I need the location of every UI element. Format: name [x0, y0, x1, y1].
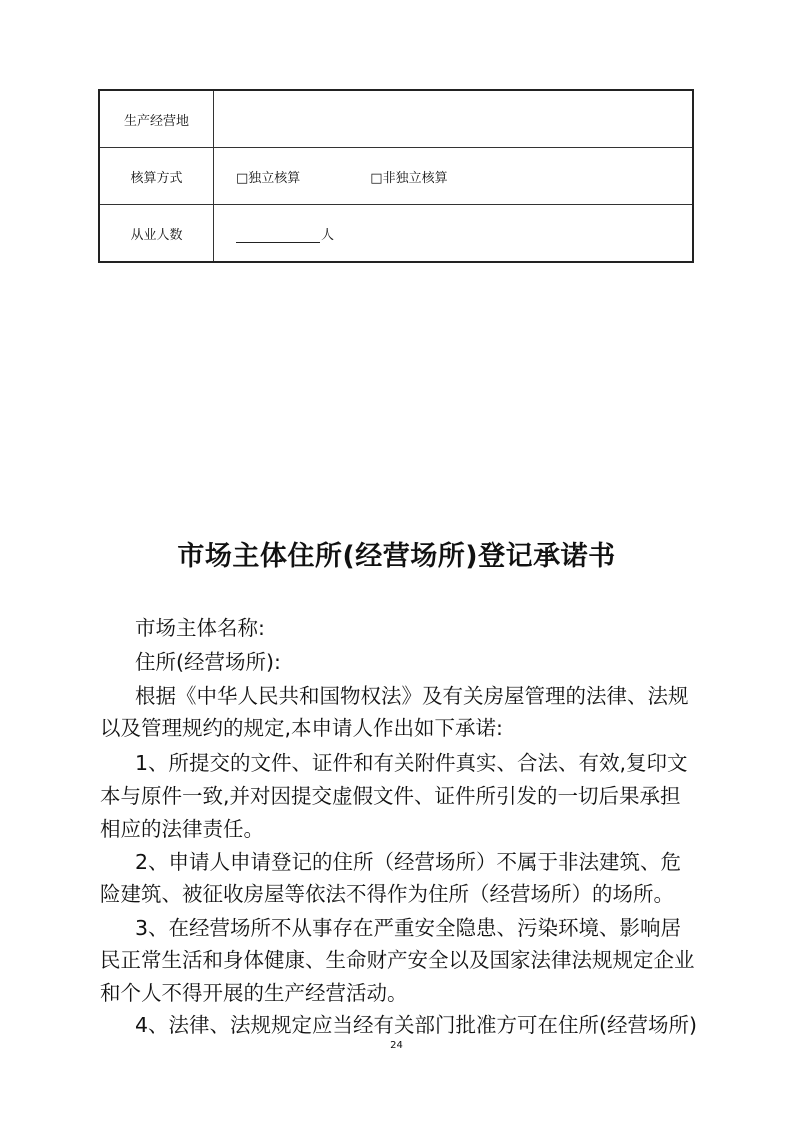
body-line: 4、法律、法规规定应当经有关部门批准方可在住所(经营场所): [135, 1013, 698, 1037]
body-line: 3、在经营场所不从事存在严重安全隐患、污染环境、影响居: [135, 916, 682, 940]
page-number: 24: [390, 1040, 403, 1051]
employee-count-label: 从业人数: [99, 205, 214, 263]
non-independent-accounting-checkbox[interactable]: □非独立核算: [370, 170, 448, 186]
body-line: 2、申请人申请登记的住所（经营场所）不属于非法建筑、危: [135, 850, 682, 874]
production-site-label: 生产经营地: [99, 90, 214, 148]
table-row: [99, 205, 693, 263]
page-title: 市场主体住所(经营场所)登记承诺书: [177, 541, 616, 572]
table-row: [99, 148, 693, 205]
body-line: 险建筑、被征收房屋等依法不得作为住所（经营场所）的场所。: [100, 882, 674, 906]
enterprise-info-table: [98, 89, 694, 263]
employee-count-field[interactable]: [214, 205, 694, 263]
body-line: 市场主体名称:: [135, 616, 265, 640]
body-line: 本与原件一致,并对因提交虚假文件、证件所引发的一切后果承担: [100, 784, 681, 808]
body-line: 根据《中华人民共和国物权法》及有关房屋管理的法律、法规: [135, 684, 689, 708]
unit-label: 人: [321, 227, 335, 243]
body-line: 以及管理规约的规定,本申请人作出如下承诺:: [100, 716, 503, 740]
independent-accounting-checkbox[interactable]: □独立核算: [236, 170, 301, 186]
production-site-field[interactable]: [214, 90, 694, 148]
body-line: 相应的法律责任。: [100, 817, 264, 841]
accounting-method-label: 核算方式: [99, 148, 214, 205]
body-line: 民正常生活和身体健康、生命财产安全以及国家法律法规规定企业: [100, 948, 695, 972]
body-line: 1、所提交的文件、证件和有关附件真实、合法、有效,复印文: [135, 751, 688, 775]
table-row: [99, 90, 693, 148]
blank-underline[interactable]: [236, 228, 320, 243]
body-line: 和个人不得开展的生产经营活动。: [100, 981, 408, 1005]
body-line: 住所(经营场所):: [135, 650, 281, 674]
accounting-method-options: [214, 148, 694, 205]
